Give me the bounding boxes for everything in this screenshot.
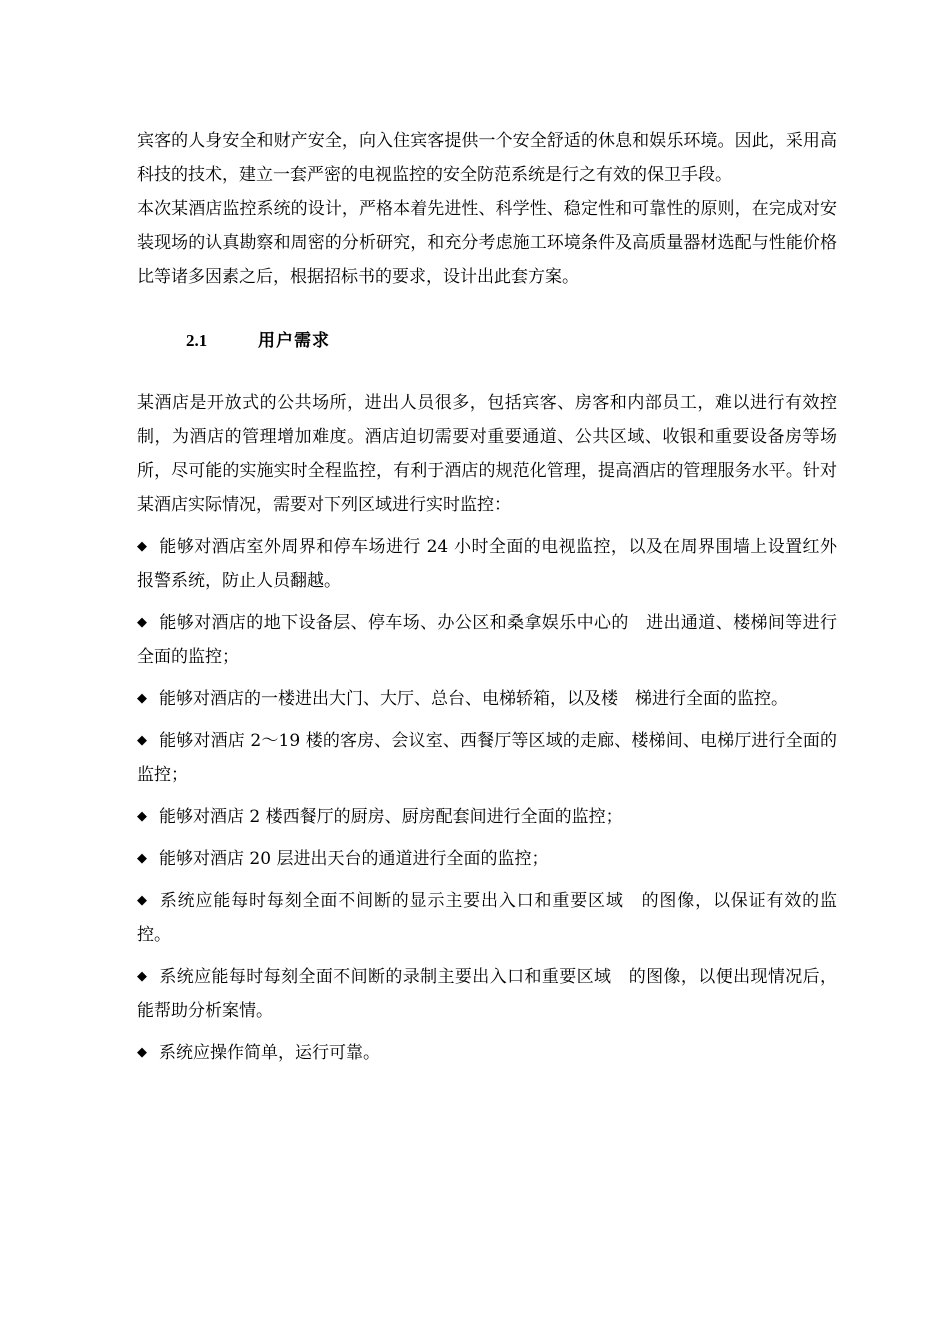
list-item-text: 能够对酒店的地下设备层、停车场、办公区和桑拿娱乐中心的 进出通道、楼梯间等进行全面的监控； — [137, 613, 837, 667]
intro-paragraph-2: 本次某酒店监控系统的设计，严格本着先进性、科学性、稳定性和可靠性的原则，在完成对安装现场的认真勘察和周密的分析研究，和充分考虑施工环境条件及高质量器材选配与性能价格比等诸多因素之后，根据招标书的要求，设计出此套方案。 — [137, 199, 837, 287]
list-item — [137, 800, 837, 834]
list-item — [137, 530, 837, 598]
list-item — [137, 724, 837, 792]
section-intro-paragraph: 某酒店是开放式的公共场所，进出人员很多，包括宾客、房客和内部员工，难以进行有效控制，为酒店的管理增加难度。酒店迫切需要对重要通道、公共区域、收银和重要设备房等场所，尽可能的实施实时全程监控，有利于酒店的规范化管理，提高酒店的管理服务水平。针对某酒店实际情况，需要对下列区域进行实时监控： — [137, 393, 837, 515]
list-item — [137, 1036, 837, 1070]
intro-paragraph-1: 宾客的人身安全和财产安全，向入住宾客提供一个安全舒适的休息和娱乐环境。因此，采用高科技的技术，建立一套严密的电视监控的安全防范系统是行之有效的保卫手段。 — [137, 131, 837, 185]
diamond-bullet-icon: ◆ — [137, 893, 147, 908]
diamond-bullet-icon: ◆ — [137, 733, 147, 748]
list-item-text: 能够对酒店 2～19 楼的客房、会议室、西餐厅等区域的走廊、楼梯间、电梯厅进行全面的监控； — [137, 731, 837, 785]
document-body — [137, 124, 837, 1078]
list-item-text: 能够对酒店室外周界和停车场进行 24 小时全面的电视监控，以及在周界围墙上设置红外报警系统，防止人员翻越。 — [137, 537, 837, 591]
diamond-bullet-icon: ◆ — [137, 615, 147, 630]
list-item-text: 系统应能每时每刻全面不间断的显示主要出入口和重要区域 的图像，以保证有效的监控。 — [137, 891, 837, 945]
diamond-bullet-icon: ◆ — [137, 1045, 147, 1060]
diamond-bullet-icon: ◆ — [137, 809, 147, 824]
section-number: 2.1 — [186, 331, 208, 350]
requirements-list — [137, 530, 837, 1070]
list-item — [137, 842, 837, 876]
list-item — [137, 884, 837, 952]
diamond-bullet-icon: ◆ — [137, 969, 147, 984]
section-title: 用户需求 — [258, 331, 330, 351]
list-item-text: 能够对酒店 2 楼西餐厅的厨房、厨房配套间进行全面的监控； — [159, 807, 623, 827]
list-item-text: 能够对酒店 20 层进出天台的通道进行全面的监控； — [159, 849, 549, 869]
list-item — [137, 682, 837, 716]
list-item-text: 系统应操作简单，运行可靠。 — [159, 1043, 380, 1063]
section-heading — [137, 324, 837, 358]
diamond-bullet-icon: ◆ — [137, 851, 147, 866]
diamond-bullet-icon: ◆ — [137, 539, 147, 554]
list-item — [137, 606, 837, 674]
diamond-bullet-icon: ◆ — [137, 691, 147, 706]
list-item-text: 能够对酒店的一楼进出大门、大厅、总台、电梯轿箱，以及楼 梯进行全面的监控。 — [159, 689, 788, 709]
list-item — [137, 960, 837, 1028]
list-item-text: 系统应能每时每刻全面不间断的录制主要出入口和重要区域 的图像，以便出现情况后，能帮助分析案情。 — [137, 967, 837, 1021]
